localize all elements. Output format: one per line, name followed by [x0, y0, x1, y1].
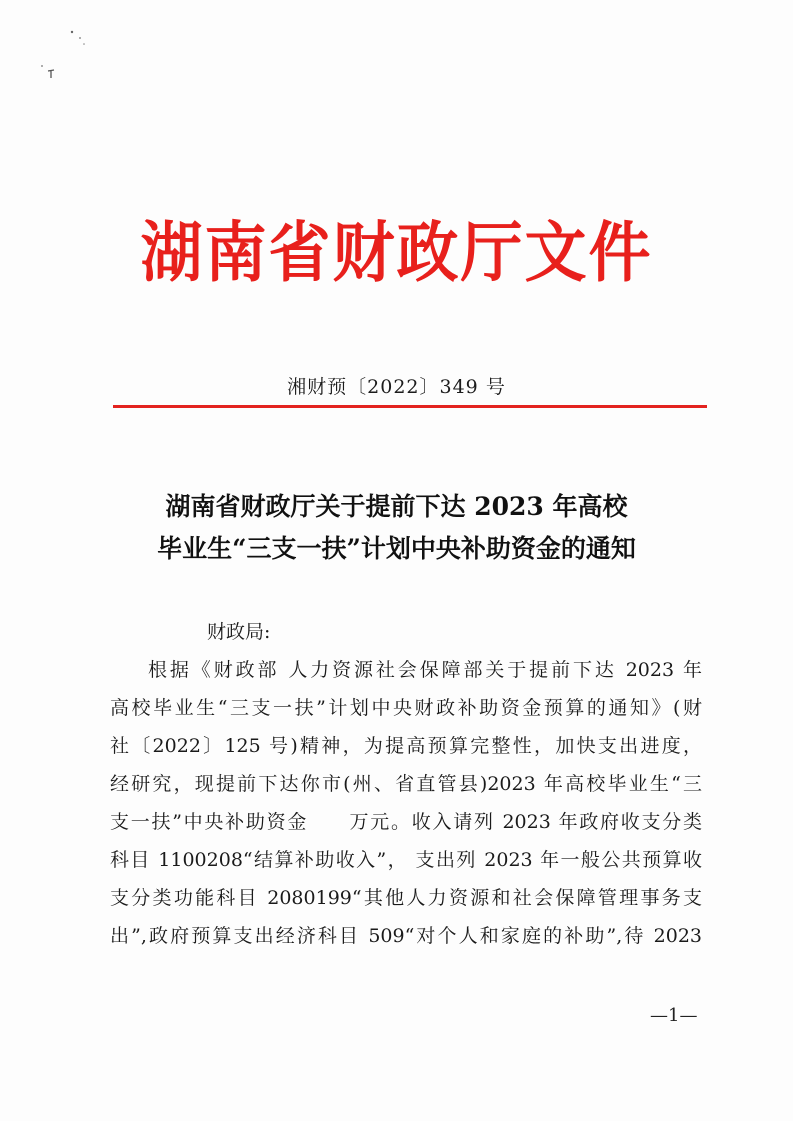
body-line: 科目 1100208“结算补助收入”， 支出列 2023 年一般公共预算收: [110, 849, 702, 871]
body-line: 高校毕业生“三支一扶”计划中央财政补助资金预算的通知》(财: [110, 697, 702, 719]
body-line: 经研究，现提前下达你市(州、省直管县)2023 年高校毕业生“三: [110, 773, 702, 795]
body-line: 支一扶”中央补助资金 万元。收入请列 2023 年政府收支分类: [110, 811, 702, 833]
body-line: 根据《财政部 人力资源社会保障部关于提前下达 2023 年: [148, 659, 702, 681]
page-number: —1—: [650, 1005, 698, 1026]
document-header-title: 湖南省财政厅文件: [140, 214, 653, 291]
body-line: 出”,政府预算支出经济科目 509“对个人和家庭的补助”,待 2023: [110, 925, 702, 947]
red-divider-line: [113, 405, 707, 408]
body-paragraph: [110, 651, 702, 955]
notice-title: [0, 486, 793, 570]
body-line: 支分类功能科目 2080199“其他人力资源和社会保障管理事务支: [110, 887, 702, 909]
scan-specks: [34, 22, 94, 92]
salutation: 财政局:: [207, 621, 271, 643]
notice-title-line-2: 毕业生“三支一扶”计划中央补助资金的通知: [157, 534, 636, 563]
document-number: 湘财预〔2022〕349 号: [287, 376, 506, 398]
body-line: 社〔2022〕125 号)精神，为提高预算完整性，加快支出进度，: [110, 735, 702, 757]
notice-title-line-1: 湖南省财政厅关于提前下达 2023 年高校: [165, 492, 628, 521]
